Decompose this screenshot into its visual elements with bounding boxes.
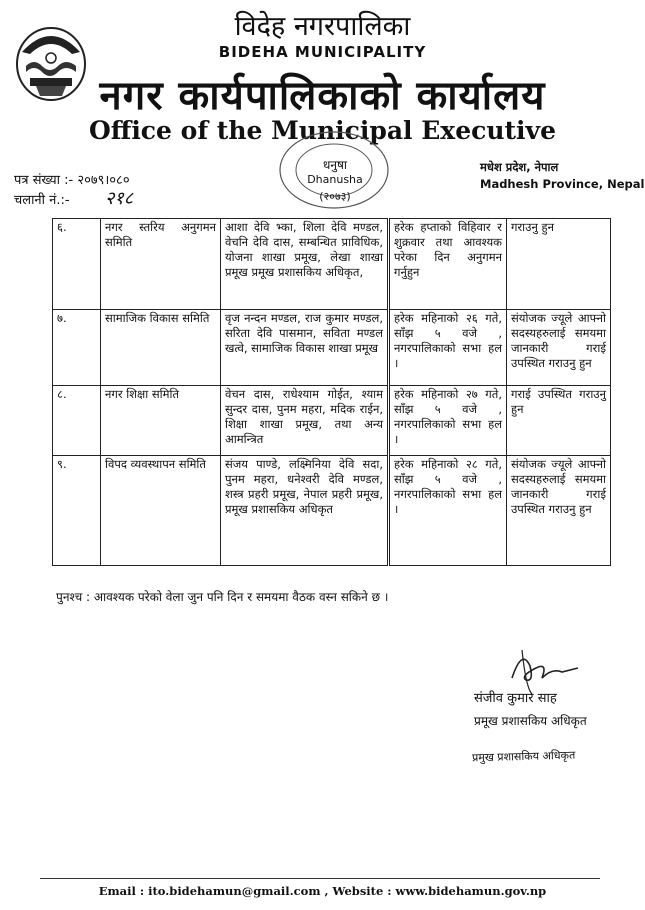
committee-members: संजय पाण्डे, लक्ष्मिनिया देवि सदा, पुनम महरा, धनेश्वरी देवि मण्डल, शस्त्र प्रहरी प्रमूख, नेपाल प्रहरी प्रमूख, प्रमूख प्रशासकिय अधिकृत (221, 456, 389, 566)
municipality-name-en: BIDEHA MUNICIPALITY (218, 43, 427, 61)
meeting-schedule: हरेक हप्ताको विहिवार र शुक्रवार तथा आवश्यक परेका दिन अनुगमन गर्नुहुन (389, 219, 507, 310)
designation-stamp: प्रमुख प्रशासकिय अधिकृत (471, 748, 576, 765)
committee-members: आशा देवि भ्का, शिला देवि मण्डल, वेचनि देवि दास, सम्बन्धित प्राविधिक, योजना शाखा प्रमूख, लेखा शाखा प्रमूख प्रमूख प्रशासकिय अधिकृत, (221, 219, 389, 310)
committee-members: वेचन दास, राधेश्याम गोईत, श्याम सुन्दर दास, पुनम महरा, मदिक राईन, शिक्षा शाखा प्रमूख, तथा अन्य आमन्त्रित (221, 386, 389, 456)
committee-table (52, 218, 611, 566)
stamp-district-en: Dhanusha (307, 173, 363, 186)
meeting-schedule: हरेक महिनाको २७ गते, साँझ ५ वजे , नगरपालिकाको सभा हल । (389, 386, 507, 456)
coordinator-remark: संयोजक ज्यूले आफ्नो सदस्यहरुलाई समयमा जानकारी गराई उपस्थित गराउनु हुन (507, 456, 611, 566)
committee-name: विपद व्यवस्थापन समिति (101, 456, 221, 566)
postscript-note: पुनश्च : आवश्यक परेको वेला जुन पनि दिन र समयमा वैठक वस्न सकिने छ । (56, 590, 389, 604)
office-title-en: Office of the Municipal Executive (89, 116, 556, 145)
province-np: मधेश प्रदेश, नेपाल (480, 160, 559, 174)
row-number: ७. (53, 310, 101, 386)
signatory-designation: प्रमूख प्रशासकिय अधिकृत (474, 714, 587, 728)
signatory-name: संजीव कुमार साह (474, 691, 557, 706)
dispatch-number-value: २१८ (105, 188, 134, 209)
municipality-name-np: विदेह नगरपालिका (234, 11, 411, 42)
meeting-schedule: हरेक महिनाको २६ गते, साँझ ५ वजे , नगरपालिकाको सभा हल । (389, 310, 507, 386)
dispatch-number-label: चलानी नं.:- (14, 193, 70, 208)
committee-name: नगर शिक्षा समिति (101, 386, 221, 456)
table-row (53, 310, 611, 386)
stamp-year: (२०७३) (319, 190, 351, 203)
committee-name: नगर स्तरिय अनुगमन समिति (101, 219, 221, 310)
table-row (53, 386, 611, 456)
table-row (53, 456, 611, 566)
stamp-district-np: धनुषा (322, 158, 348, 172)
row-number: ८. (53, 386, 101, 456)
coordinator-remark: गराउनु हुन (507, 219, 611, 310)
committee-name: सामाजिक विकास समिति (101, 310, 221, 386)
office-title-np: नगर कार्यपालिकाको कार्यालय (99, 73, 546, 119)
footer-contact: Email : ito.bidehamun@gmail.com , Website : www.bidehamun.gov.np (98, 884, 547, 898)
meeting-schedule: हरेक महिनाको २८ गते, साँझ ५ वजे , नगरपालिकाको सभा हल । (389, 456, 507, 566)
coordinator-remark: संयोजक ज्यूले आफ्नो सदस्यहरुलाई समयमा जानकारी गराई उपस्थित गराउनु हुन (507, 310, 611, 386)
committee-members: वृज नन्दन मण्डल, राज कुमार मण्डल, सरिता देवि पासमान, सविता मण्डल खत्वे, सामाजिक विकास शाखा प्रमूख (221, 310, 389, 386)
footer-divider (40, 878, 600, 879)
table-row (53, 219, 611, 310)
letter-number: पत्र संख्या :- २०७९।०८० (14, 173, 130, 188)
row-number: ९. (53, 456, 101, 566)
coordinator-remark: गराई उपस्थित गराउनु हुन (507, 386, 611, 456)
row-number: ६. (53, 219, 101, 310)
province-en: Madhesh Province, Nepal (480, 177, 645, 191)
